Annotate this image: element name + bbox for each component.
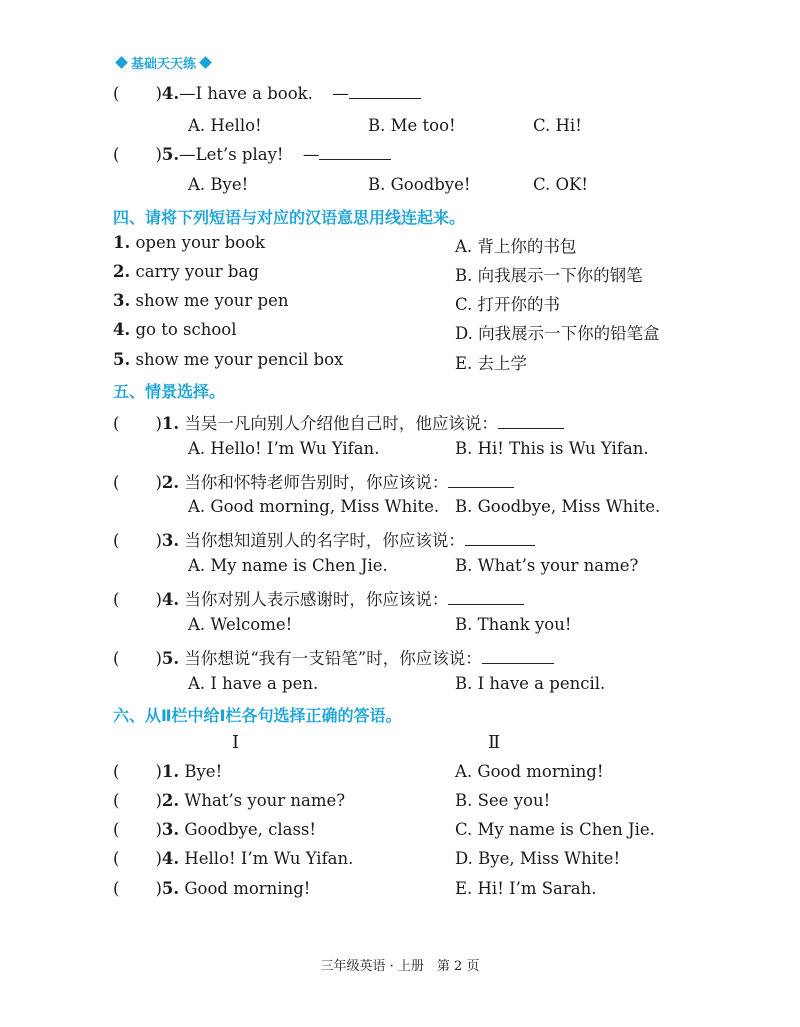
- option: A. Hello!: [188, 116, 262, 135]
- question-row: ( )5. 当你想说“我有一支铅笔”时，你应该说：: [113, 645, 554, 669]
- answer-blank[interactable]: [465, 531, 535, 546]
- option: C. Hi!: [533, 116, 582, 135]
- match-left-item[interactable]: 3. show me your pen: [113, 291, 289, 310]
- question-row: ( )4.—I have a book. —: [113, 84, 421, 103]
- table-row: ( )3. Goodbye, class!: [113, 820, 317, 839]
- brand-title: 基础天天练: [131, 57, 197, 72]
- page-footer: 三年级英语 · 上册 第 2 页: [320, 959, 480, 974]
- answer-blank[interactable]: [448, 473, 514, 488]
- option: A. Hello! I’m Wu Yifan.: [188, 439, 380, 458]
- table-row: ( )5. Good morning!: [113, 879, 311, 898]
- answer-paren[interactable]: (: [113, 473, 120, 492]
- option: B. Me too!: [368, 116, 456, 135]
- answer-blank[interactable]: [448, 590, 524, 605]
- table-row: ( )4. Hello! I’m Wu Yifan.: [113, 849, 354, 868]
- option: A. My name is Chen Jie.: [188, 556, 388, 575]
- table-row: ( )1. Bye!: [113, 762, 223, 781]
- answer-paren-open[interactable]: (: [113, 145, 120, 164]
- question-row: ( )4. 当你对别人表示感谢时，你应该说：: [113, 586, 524, 610]
- match-left-item[interactable]: 2. carry your bag: [113, 262, 259, 281]
- answer-paren[interactable]: (: [113, 791, 120, 810]
- answer-paren[interactable]: (: [113, 820, 120, 839]
- question-row: ( )5.—Let’s play! —: [113, 145, 391, 164]
- answer-option: E. Hi! I’m Sarah.: [455, 879, 597, 898]
- question-text: —I have a book.: [179, 84, 313, 103]
- answer-blank[interactable]: [482, 649, 554, 664]
- match-left-item[interactable]: 5. show me your pencil box: [113, 350, 344, 369]
- answer-paren[interactable]: (: [113, 590, 120, 609]
- answer-option: D. Bye, Miss White!: [455, 849, 621, 868]
- diamond-icon: [199, 56, 212, 69]
- answer-paren[interactable]: (: [113, 531, 120, 550]
- question-row: ( )1. 当吴一凡向别人介绍他自己时，他应该说：: [113, 410, 564, 434]
- option: A. I have a pen.: [188, 674, 319, 693]
- question-text: —Let’s play!: [179, 145, 284, 164]
- option: B. I have a pencil.: [455, 674, 606, 693]
- option: A. Welcome!: [188, 615, 293, 634]
- column-header-1: Ⅰ: [232, 732, 240, 753]
- answer-paren[interactable]: (: [113, 849, 120, 868]
- answer-blank[interactable]: [319, 145, 391, 160]
- section-heading: 六、从Ⅱ栏中给Ⅰ栏各句选择正确的答语。: [113, 706, 402, 725]
- answer-paren[interactable]: (: [113, 649, 120, 668]
- section-heading: 五、情景选择。: [113, 382, 226, 401]
- answer-option: B. See you!: [455, 791, 551, 810]
- option: B. Goodbye, Miss White.: [455, 497, 661, 516]
- option: A. Good morning, Miss White.: [188, 497, 440, 516]
- answer-option: A. Good morning!: [455, 762, 604, 781]
- match-right-item[interactable]: E. 去上学: [455, 354, 528, 373]
- answer-paren[interactable]: (: [113, 414, 120, 433]
- brand-banner: [114, 53, 213, 72]
- option: B. Goodbye!: [368, 175, 471, 194]
- option: A. Bye!: [188, 175, 249, 194]
- answer-paren[interactable]: (: [113, 879, 120, 898]
- answer-blank[interactable]: [349, 84, 421, 99]
- answer-paren-open[interactable]: (: [113, 84, 120, 103]
- match-left-item[interactable]: 4. go to school: [113, 320, 237, 339]
- section-heading: 四、请将下列短语与对应的汉语意思用线连起来。: [113, 208, 466, 227]
- match-right-item[interactable]: D. 向我展示一下你的铅笔盒: [455, 324, 660, 343]
- answer-paren[interactable]: (: [113, 762, 120, 781]
- option: C. OK!: [533, 175, 589, 194]
- match-right-item[interactable]: C. 打开你的书: [455, 295, 561, 314]
- answer-option: C. My name is Chen Jie.: [455, 820, 655, 839]
- question-row: ( )3. 当你想知道别人的名字时，你应该说：: [113, 527, 535, 551]
- table-row: ( )2. What’s your name?: [113, 791, 346, 810]
- option: B. Thank you!: [455, 615, 572, 634]
- match-right-item[interactable]: B. 向我展示一下你的钢笔: [455, 266, 643, 285]
- column-header-2: Ⅱ: [488, 732, 501, 753]
- option: B. What’s your name?: [455, 556, 639, 575]
- diamond-icon: [115, 56, 128, 69]
- match-right-item[interactable]: A. 背上你的书包: [455, 237, 577, 256]
- answer-blank[interactable]: [498, 414, 564, 429]
- question-row: ( )2. 当你和怀特老师告别时，你应该说：: [113, 469, 514, 493]
- match-left-item[interactable]: 1. open your book: [113, 233, 266, 252]
- option: B. Hi! This is Wu Yifan.: [455, 439, 649, 458]
